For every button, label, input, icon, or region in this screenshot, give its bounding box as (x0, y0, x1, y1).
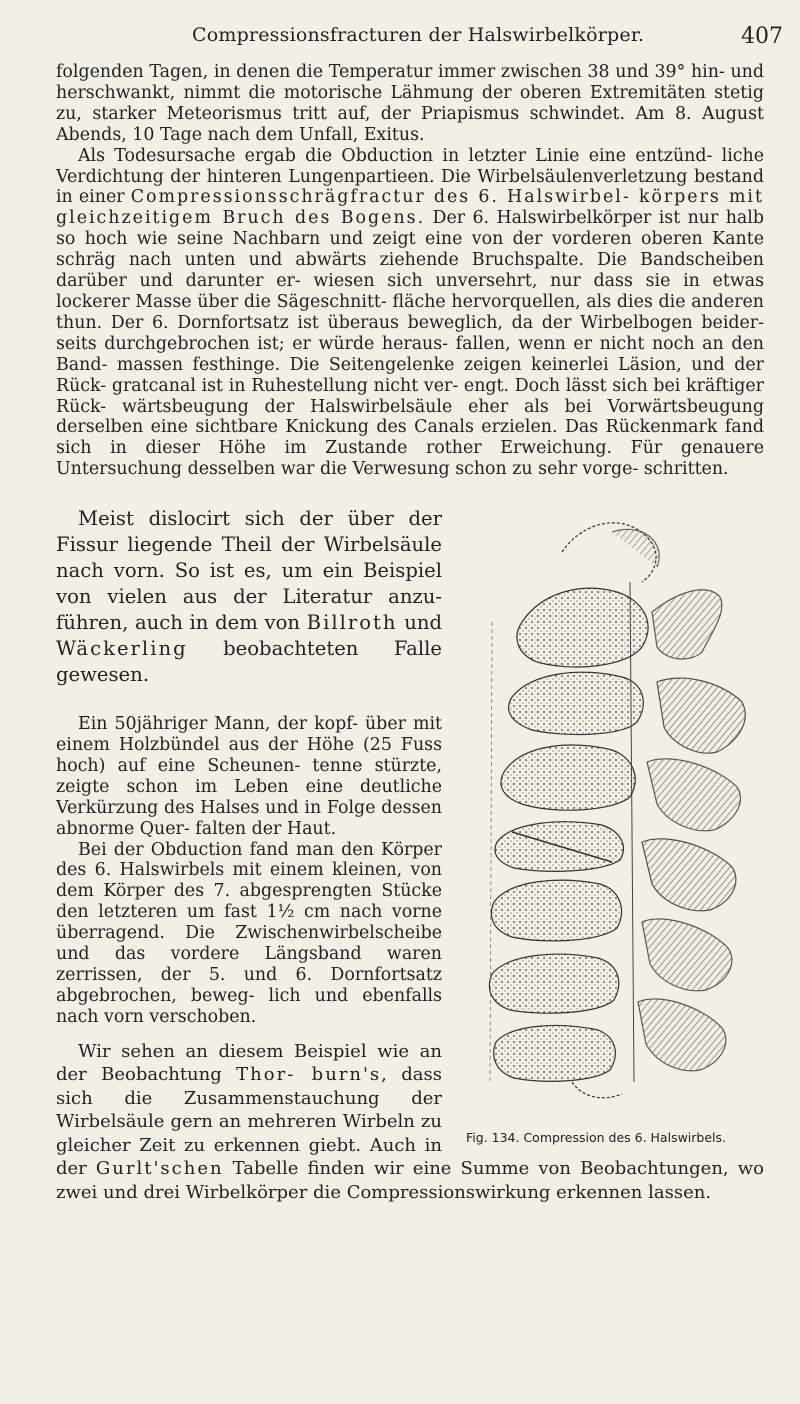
paragraph-5: Bei der Obduction fand man den Körper des 6. Halswirbels mit einem kleinen, von dem Körper des 7. abgesprengten Stücke den letzteren um fast 1½ cm nach vorne überragend. Die Zwischenwirbelscheibe und das vordere Längsband waren zerrissen, der 5. und 6. Dornfortsatz abgebrochen, beweg- lich und ebenfalls nach vorn verschoben. (56, 839, 442, 1027)
paragraph-3-lead: Meist dislocirt sich der über der Fissur liegende Theil der Wirbelsäule nach vorn. So ist es, um ein Beispiel von vielen aus der Literatur anzu- führen, auch in dem von (56, 507, 442, 635)
author-thorburn: Thor- burn's (236, 1064, 382, 1086)
paragraph-2-lead: Als Todesursache ergab die Obduction in letzter Linie eine entzünd- liche Verdichtung der hinteren Lungenpartieen. Die Wirbelsäulenverletzung bestand in einer (56, 145, 764, 208)
figure-caption: Fig. 134. Compression des 6. Halswirbels. (466, 1130, 726, 1146)
author-waeckerling: Wäckerling (56, 637, 188, 661)
page-number: 407 (741, 24, 783, 49)
paragraph-6-end: Tabelle finden wir eine Summe von Beobachtungen, wo zwei und drei Wirbelkörper die Compressionswirkung erkennen lassen. (56, 1158, 764, 1203)
page-header (0, 20, 800, 50)
paragraph-2-start: Der 6. Halswirbelkörper ist nur halb so hoch wie seine Nachbarn und zeigt eine von der vorderen oberen Kante schräg nach unten und abwärts ziehende Bruchspalte. Die Bandscheiben darüber und darunter er- wiesen sich unversehrt, nur dass sie in etwas lockerer Masse über die Sägeschnitt- fläche hervorquellen, als dies die anderen thun. Der 6. Dornfortsatz ist überaus beweglich, da der Wirbelbogen beider- seits durchgebrochen ist; er würde heraus- fallen, wenn er nicht noch an den Band- massen festhinge. Die Seitengelenke zeigen keinerlei Läsion, und der Rück- gratcanal ist in Ruhestellung nicht ver- engt. Doch lässt sich bei kräftiger Rück- wärtsbeugung der Halswirbelsäule eher als bei Vorwärtsbeugung derselben eine sichtbare Knickung des Canals erzielen. Das Rückenmark fand sich in dieser Höhe im Zustande rother Erweichung. Für genauere Untersuchung desselben war die Verwesung schon zu sehr vorge- schritten. (56, 208, 764, 480)
vertebra-illustration (452, 482, 764, 1122)
paragraph-6-lead: Wir sehen an diesem Beispiel wie an der Beobachtung (56, 1040, 442, 1086)
figure-vertebra (452, 482, 764, 1144)
body-text (56, 62, 764, 1204)
running-title: Compressionsfracturen der Halswirbelkörper. (192, 24, 645, 46)
diagnosis-emphasis: Compressionsschrägfractur des 6. Halswirbel- körpers mit gleichzeitigem Bruch des Bogens. (56, 187, 764, 229)
paragraph-4: Ein 50jähriger Mann, der kopf- über mit einem Holzbündel aus der Höhe (25 Fuss hoch) auf eine Scheunen- tenne stürzte, zeigte schon im Leben eine deutliche Verkürzung des Halses und in Folge dessen abnorme Quer- falten der Haut. (56, 714, 442, 839)
paragraph-6-mid: , dass sich die Zusammenstauchung der Wirbelsäule gern an mehreren Wirbeln zu gleicher Zeit zu erkennen giebt. Auch in der (56, 1064, 443, 1180)
vertebral-column (489, 523, 745, 1098)
author-billroth: Billroth (306, 611, 398, 635)
paragraph-3-end: beobachteten Falle gewesen. (56, 637, 442, 687)
paragraph-3-and: und (397, 611, 442, 635)
paragraph-1: folgenden Tagen, in denen die Temperatur immer zwischen 38 und 39° hin- und herschwankt, nimmt die motorische Lähmung der oberen Extremitäten stetig zu, starker Meteorismus tritt auf, der Priapismus schwindet. Am 8. August Abends, 10 Tage nach dem Unfall, Exitus. (56, 62, 764, 145)
author-gurlt: Gurlt'schen (95, 1158, 224, 1180)
paragraph-2 (56, 146, 764, 481)
